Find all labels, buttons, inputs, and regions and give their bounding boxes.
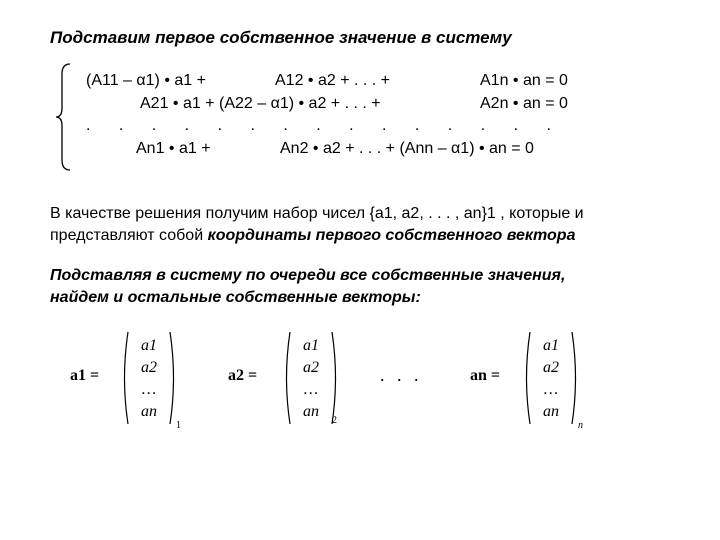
vector-n-label: an =: [470, 367, 501, 384]
vector-1-entry-1: a1: [141, 337, 157, 354]
row3-dots: . . . . . . . . . . . . . . .: [86, 117, 563, 134]
vector-1-index: 1: [176, 420, 181, 431]
row4-term2: An2 • a2 + . . . + (Ann – α1) • an = 0: [280, 140, 534, 157]
vector-n-entry-1: a1: [543, 337, 559, 354]
paragraph-1-line-1: В качестве решения получим набор чисел {a1, a2, . . . , an}1 , которые и: [50, 205, 584, 222]
paragraph-2-line-1: Подставляя в систему по очереди все собственные значения,: [50, 267, 566, 284]
vector-2-entries: [293, 335, 329, 423]
row1-term1: (A11 – α1) • a1 +: [86, 72, 206, 89]
vector-n-entries: [533, 335, 569, 423]
vector-n-entry-2: a2: [543, 359, 559, 376]
vector-1-entry-3: …: [141, 381, 157, 398]
page-heading: Подставим первое собственное значение в систему: [50, 28, 512, 47]
row4-term1: An1 • a1 +: [136, 140, 211, 157]
vector-n-entry-4: an: [543, 403, 559, 420]
paragraph-1-line-2-emphasis: координаты первого собственного вектора: [207, 227, 576, 244]
row2-term1: A21 • a1 + (A22 – α1) • a2 + . . . +: [140, 95, 381, 112]
vector-1-entry-2: a2: [141, 359, 157, 376]
paragraph-1-line-2-prefix: представляют собой: [50, 227, 208, 244]
row1-term2: A12 • a2 + . . . +: [275, 72, 391, 89]
vector-1-label: a1 =: [70, 367, 100, 384]
vector-n-index: n: [578, 420, 583, 431]
row2-term3: A2n • an = 0: [480, 95, 568, 112]
vector-1-entry-4: an: [141, 403, 157, 420]
vector-2-entry-2: a2: [303, 359, 319, 376]
vector-2-entry-4: an: [303, 403, 319, 420]
vectors-ellipsis: . . .: [380, 365, 423, 385]
row1-term3: A1n • an = 0: [480, 72, 568, 89]
vector-2-entry-3: …: [303, 381, 319, 398]
vector-2-label: a2 =: [228, 367, 258, 384]
vector-n-entry-3: …: [543, 381, 559, 398]
vector-2-entry-1: a1: [303, 337, 319, 354]
paragraph-2-line-2: найдем и остальные собственные векторы:: [50, 289, 421, 306]
vector-1-entries: [131, 335, 167, 423]
vector-2-index: 2: [332, 415, 337, 426]
